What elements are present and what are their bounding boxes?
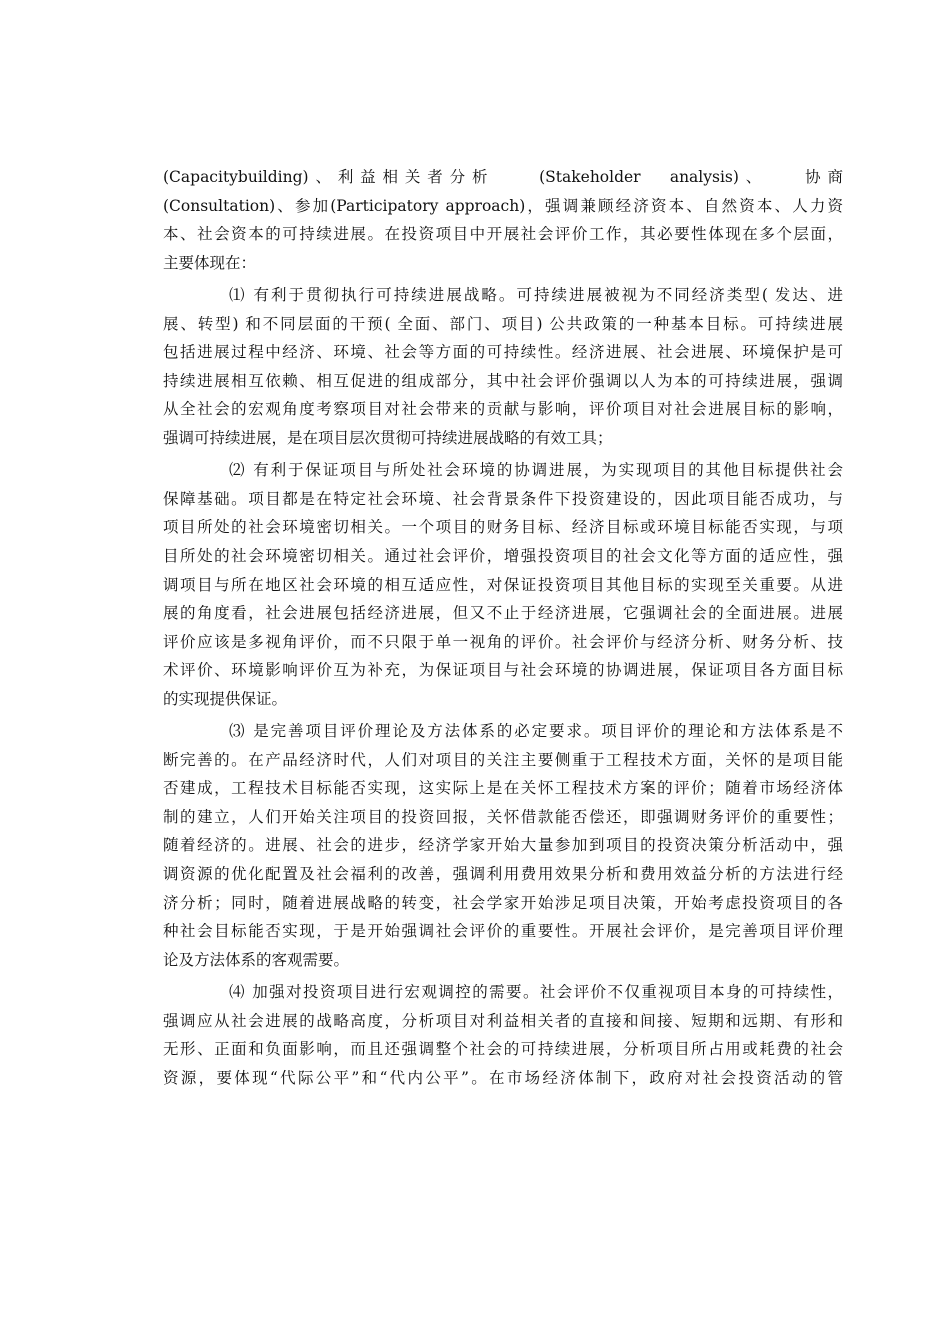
text-line: 种社会目标能否实现，于是开始强调社会评价的重要性。开展社会评价，是完善项目评价理	[163, 922, 843, 941]
text-line: 调项目与所在地区社会环境的相互适应性，对保证投资项目其他目标的实现至关重要。从进	[163, 575, 843, 594]
text-line: ⑶ 是完善项目评价理论及方法体系的必定要求。项目评价的理论和方法体系是不	[229, 722, 843, 741]
paragraph-point-2	[163, 456, 843, 713]
text-line: 断完善的。在产品经济时代，人们对项目的关注主要侧重于工程技术方面，关怀的是项目能	[163, 750, 843, 769]
paragraph-point-4	[163, 978, 843, 1092]
text-line: ⑷ 加强对投资项目进行宏观调控的需要。社会评价不仅重视项目本身的可持续性，	[229, 983, 843, 1001]
text-line: 的实现提供保证。	[163, 689, 288, 708]
document-body	[163, 163, 843, 1092]
text-line: 济分析；同时，随着进展战略的转变，社会学家开始涉足项目决策，开始考虑投资项目的各	[163, 893, 843, 912]
text-line: 术评价、环境影响评价互为补充，为保证项目与社会环境的协调进展，保证项目各方面目标	[163, 661, 843, 680]
text-line: (Consultation)、参加(Participatory approach)，强调兼顾经济资本、自然资本、人力资	[163, 196, 843, 215]
text-line: 项目所处的社会环境密切相关。一个项目的财务目标、经济目标或环境目标能否实现，与项	[163, 518, 843, 537]
text-line: 否建成，工程技术目标能否实现，这实际上是在关怀工程技术方案的评价；随着市场经济体	[163, 779, 843, 798]
text-line: 随着经济的。进展、社会的进步，经济学家开始大量参加到项目的投资决策分析活动中，强	[163, 836, 843, 855]
text-line: 本、社会资本的可持续进展。在投资项目中开展社会评价工作，其必要性体现在多个层面，	[163, 225, 843, 244]
text-line: 保障基础。项目都是在特定社会环境、社会背景条件下投资建设的，因此项目能否成功，与	[163, 489, 843, 508]
text-line: 论及方法体系的客观需要。	[163, 950, 350, 969]
text-line: 包括进展过程中经济、环境、社会等方面的可持续性。经济进展、社会进展、环境保护是可	[163, 343, 843, 362]
paragraph-point-1	[163, 281, 843, 453]
text-line: 展的角度看，社会进展包括经济进展，但又不止于经济进展，它强调社会的全面进展。进展	[163, 604, 843, 623]
text-line: 持续进展相互依赖、相互促进的组成部分，其中社会评价强调以人为本的可持续进展，强调	[163, 371, 843, 390]
text-line: 评价应该是多视角评价，而不只限于单一视角的评价。社会评价与经济分析、财务分析、技	[163, 632, 843, 651]
text-line: ⑵ 有利于保证项目与所处社会环境的协调进展，为实现项目的其他目标提供社会	[229, 461, 843, 480]
paragraph-intro	[163, 163, 843, 277]
text-line: 资源，要体现“代际公平”和“代内公平”。在市场经济体制下，政府对社会投资活动的管	[163, 1068, 843, 1087]
text-line: 调资源的优化配置及社会福利的改善，强调利用费用效果分析和费用效益分析的方法进行经	[163, 865, 843, 884]
text-line: 制的建立，人们开始关注项目的投资回报，关怀借款能否偿还，即强调财务评价的重要性；	[163, 807, 843, 826]
text-line: 主要体现在：	[163, 253, 257, 272]
text-line: 从全社会的宏观角度考察项目对社会带来的贡献与影响，评价项目对社会进展目标的影响，	[163, 400, 843, 419]
text-line: 展、转型) 和不同层面的干预( 全面、部门、项目) 公共政策的一种基本目标。可持续进展	[163, 314, 843, 333]
text-line: 强调可持续进展，是在项目层次贯彻可持续进展战略的有效工具；	[163, 428, 613, 447]
text-line: (Capacitybuilding)、利益相关者分析 (Stakeholder analysis)、 协商	[163, 168, 843, 186]
paragraph-point-3	[163, 717, 843, 974]
text-line: ⑴ 有利于贯彻执行可持续进展战略。可持续进展被视为不同经济类型( 发达、进	[229, 285, 843, 304]
text-line: 强调应从社会进展的战略高度，分析项目对利益相关者的直接和间接、短期和远期、有形和	[163, 1011, 843, 1030]
text-line: 目所处的社会环境密切相关。通过社会评价，增强投资项目的社会文化等方面的适应性，强	[163, 546, 843, 565]
text-line: 无形、正面和负面影响，而且还强调整个社会的可持续进展，分析项目所占用或耗费的社会	[163, 1040, 843, 1059]
